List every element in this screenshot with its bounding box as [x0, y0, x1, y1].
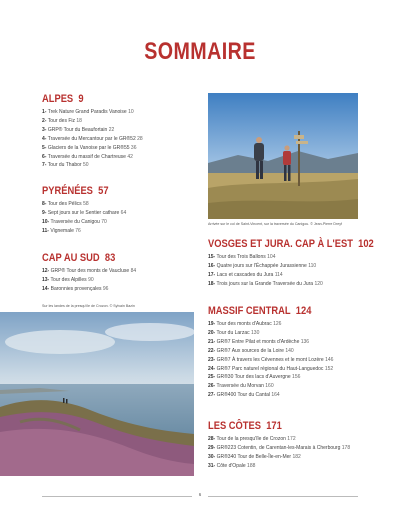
- toc-entry-title: Trois jours sur la Grande Traversée du Jura: [216, 280, 314, 287]
- toc-entry-title: Côte d'Opale: [216, 462, 246, 469]
- toc-entry-number: 31-: [208, 462, 216, 469]
- toc-entry-number: 18-: [208, 280, 216, 287]
- toc-entry[interactable]: [208, 462, 378, 471]
- page-number: 6: [198, 492, 202, 497]
- toc-entry-title: GR®340 Tour de Belle-Île-en-Mer: [216, 453, 292, 460]
- toc-entry-title: Traversée du Canigou: [50, 218, 100, 225]
- toc-entry-page: 50: [82, 162, 89, 169]
- toc-entry[interactable]: [208, 271, 378, 280]
- toc-entry-number: 12-: [42, 268, 50, 274]
- toc-entry[interactable]: [42, 218, 202, 227]
- toc-entry[interactable]: [208, 338, 378, 347]
- toc-entry-title: Tour du Larzac: [216, 329, 250, 336]
- section-heading-vosges[interactable]: VOSGES ET JURA. CAP À L'EST 102: [208, 238, 374, 250]
- toc-entry-page: 90: [88, 276, 94, 283]
- toc-entry-number: 1-: [42, 109, 47, 115]
- footer-rule-left: [42, 496, 192, 497]
- toc-entry-page: 10: [128, 109, 134, 115]
- toc-entry-number: 9-: [42, 209, 47, 216]
- toc-left-column: [42, 93, 202, 170]
- toc-entry-page: 182: [292, 453, 301, 460]
- toc-entry-number: 17-: [208, 271, 216, 278]
- toc-entry[interactable]: [42, 108, 202, 117]
- toc-entry[interactable]: [208, 382, 378, 391]
- toc-entry[interactable]: [42, 153, 202, 162]
- toc-left-column-3: [42, 252, 202, 294]
- toc-entry-page: 104: [267, 254, 276, 260]
- toc-entry-number: 13-: [42, 276, 50, 283]
- toc-entry-number: 27-: [208, 392, 216, 399]
- toc-entry-page: 64: [120, 209, 127, 216]
- toc-entry-page: 18: [76, 117, 82, 124]
- toc-entry-title: Tour des Pélics: [47, 201, 82, 207]
- toc-entry[interactable]: [208, 347, 378, 356]
- toc-entry-title: Traversée du Mercantour par le GR®52: [47, 135, 136, 142]
- toc-entry-page: 70: [101, 218, 107, 225]
- toc-entry-number: 28-: [208, 436, 216, 442]
- toc-entry[interactable]: [208, 453, 378, 462]
- footer-rule-right: [208, 496, 358, 497]
- toc-entry-number: 3-: [42, 126, 47, 133]
- toc-entry[interactable]: [208, 320, 378, 329]
- section-list-les-cotes: [208, 435, 378, 471]
- toc-entry[interactable]: [208, 444, 378, 453]
- section-heading-les-cotes[interactable]: LES CÔTES 171: [208, 420, 282, 432]
- toc-entry-number: 16-: [208, 262, 216, 269]
- toc-entry-page: 126: [273, 321, 282, 327]
- toc-entry-title: Tour des Fiz: [47, 117, 75, 124]
- section-heading-pyrenees[interactable]: PYRÉNÉES 57: [42, 185, 109, 197]
- toc-entry-page: 120: [314, 280, 323, 287]
- toc-entry-title: GRP® Tour des monts de Vaucluse: [50, 268, 130, 274]
- section-heading-massif-central[interactable]: MASSIF CENTRAL 124: [208, 305, 312, 317]
- toc-entry-title: Sept jours sur le Sentier cathare: [47, 209, 120, 216]
- toc-entry-page: 178: [341, 444, 351, 451]
- toc-entry-title: Quatre jours sur l'Échappée Jurassienne: [216, 262, 307, 269]
- toc-entry-number: 30-: [208, 453, 216, 460]
- toc-entry-page: 22: [108, 126, 115, 133]
- toc-entry-page: 136: [300, 338, 310, 345]
- toc-entry-page: 114: [274, 271, 283, 278]
- toc-entry[interactable]: [42, 117, 202, 126]
- photo-caption-coast: Sur les landes de la presqu'île de Crozon. © Sylvain Bazin: [42, 304, 135, 308]
- toc-entry[interactable]: [42, 126, 202, 135]
- toc-entry-title: Traversée du Morvan: [216, 383, 264, 390]
- toc-entry-number: 21-: [208, 338, 216, 345]
- toc-entry-page: 36: [130, 144, 137, 151]
- toc-right-column: [208, 238, 378, 289]
- toc-entry-title: GR®7 Parc naturel régional du Haut-Languedoc: [216, 365, 324, 372]
- toc-entry-page: 76: [75, 227, 81, 234]
- toc-entry[interactable]: [208, 435, 378, 444]
- toc-entry-title: GR®7 Aux sources de la Loire: [216, 347, 284, 354]
- toc-entry-title: Vignemale: [50, 227, 74, 234]
- toc-entry-page: 130: [251, 329, 260, 336]
- photo-caption-mountain: Arrivée sur le col de Saint-Vincent, sur la traversée du Canigou. © Jean-Pierre Dreyf: [208, 222, 343, 226]
- toc-entry-number: 22-: [208, 347, 216, 354]
- toc-entry-page: 146: [325, 356, 334, 363]
- toc-entry[interactable]: [208, 262, 378, 271]
- toc-entry-page: 42: [127, 153, 133, 160]
- toc-entry[interactable]: [42, 135, 202, 144]
- toc-entry[interactable]: [208, 373, 378, 382]
- toc-entry[interactable]: [42, 144, 202, 153]
- toc-entry-title: Tour des monts d'Aubrac: [216, 321, 272, 327]
- toc-entry[interactable]: [42, 227, 202, 236]
- toc-entry-page: 110: [308, 262, 317, 269]
- toc-entry-number: 2-: [42, 117, 47, 124]
- toc-right-column-2: [208, 305, 378, 400]
- toc-entry-title: Traversée du massif de Chartreuse: [47, 153, 126, 160]
- toc-entry-title: Baronnies provençales: [50, 285, 102, 292]
- toc-entry[interactable]: [208, 365, 378, 374]
- toc-entry-title: GR®30 Tour des lacs d'Auvergne: [216, 374, 291, 381]
- section-list-massif-central: [208, 320, 378, 400]
- toc-entry-page: 172: [287, 436, 296, 442]
- toc-entry-number: 6-: [42, 153, 47, 160]
- toc-entry-title: Tour de la presqu'île de Crozon: [216, 436, 286, 442]
- toc-entry-title: GR®400 Tour du Cantal: [216, 392, 270, 399]
- toc-entry-number: 7-: [42, 162, 47, 169]
- toc-entry-number: 29-: [208, 444, 216, 451]
- toc-entry[interactable]: [208, 391, 378, 400]
- toc-entry-page: 156: [292, 374, 301, 381]
- toc-entry[interactable]: [42, 276, 202, 285]
- coast-photo: [0, 312, 194, 476]
- toc-entry-page: 140: [285, 347, 294, 354]
- toc-entry-number: 24-: [208, 365, 216, 372]
- toc-entry-title: Tour du Thabor: [47, 162, 82, 169]
- toc-entry-number: 10-: [42, 218, 50, 225]
- section-list-alpes: [42, 108, 202, 170]
- toc-entry-title: GR®7 À travers les Cévennes et le mont Lozère: [216, 356, 324, 363]
- toc-entry[interactable]: [42, 161, 202, 170]
- toc-entry-number: 14-: [42, 285, 50, 292]
- toc-entry[interactable]: [208, 253, 378, 262]
- mountain-photo: [208, 93, 358, 219]
- toc-entry-number: 4-: [42, 135, 47, 142]
- toc-entry[interactable]: [42, 267, 202, 276]
- toc-entry-number: 23-: [208, 356, 216, 363]
- toc-entry-page: 164: [271, 392, 280, 399]
- section-list-vosges: [208, 253, 378, 289]
- toc-entry-number: 25-: [208, 374, 216, 381]
- section-heading-alpes[interactable]: ALPES 9: [42, 93, 84, 105]
- toc-entry[interactable]: [42, 200, 202, 209]
- toc-entry-number: 5-: [42, 144, 47, 151]
- toc-entry-page: 58: [83, 201, 89, 207]
- toc-right-column-3: [208, 420, 378, 471]
- toc-entry-number: 26-: [208, 383, 216, 390]
- toc-entry-title: Lacs et cascades du Jura: [216, 271, 274, 278]
- page-title: SOMMAIRE: [144, 38, 256, 65]
- toc-entry-number: 19-: [208, 321, 216, 327]
- toc-entry-page: 28: [137, 135, 143, 142]
- toc-entry-number: 8-: [42, 201, 47, 207]
- toc-entry-title: Trek Nature Grand Paradis Vanoise: [47, 109, 127, 115]
- section-list-cap-au-sud: [42, 267, 202, 294]
- section-heading-cap-au-sud[interactable]: CAP AU SUD 83: [42, 252, 116, 264]
- section-list-pyrenees: [42, 200, 202, 236]
- toc-left-column-2: [42, 185, 202, 236]
- toc-entry-page: 152: [324, 365, 334, 372]
- toc-entry-title: GRP® Tour du Beaufortain: [47, 126, 108, 133]
- toc-entry-number: 15-: [208, 254, 216, 260]
- toc-entry-number: 20-: [208, 329, 216, 336]
- toc-entry-page: 160: [265, 383, 274, 390]
- toc-entry[interactable]: [42, 209, 202, 218]
- toc-entry-title: Tour des Alpilles: [50, 276, 87, 283]
- toc-entry-page: 84: [130, 268, 137, 274]
- toc-entry[interactable]: [208, 329, 378, 338]
- toc-entry-title: GR®7 Entre Pilat et monts d'Ardèche: [216, 338, 300, 345]
- toc-entry[interactable]: [208, 280, 378, 289]
- toc-entry-number: 11-: [42, 227, 49, 234]
- toc-entry-page: 96: [102, 285, 109, 292]
- toc-entry-page: 188: [247, 462, 256, 469]
- toc-entry-title: Tour des Trois Ballons: [216, 254, 266, 260]
- toc-entry-title: Glaciers de la Vanoise par le GR®55: [47, 144, 130, 151]
- toc-entry[interactable]: [42, 285, 202, 294]
- toc-entry-title: GR®223 Cotentin, de Carentan-les-Marais à Cherbourg: [216, 444, 341, 451]
- toc-entry[interactable]: [208, 356, 378, 365]
